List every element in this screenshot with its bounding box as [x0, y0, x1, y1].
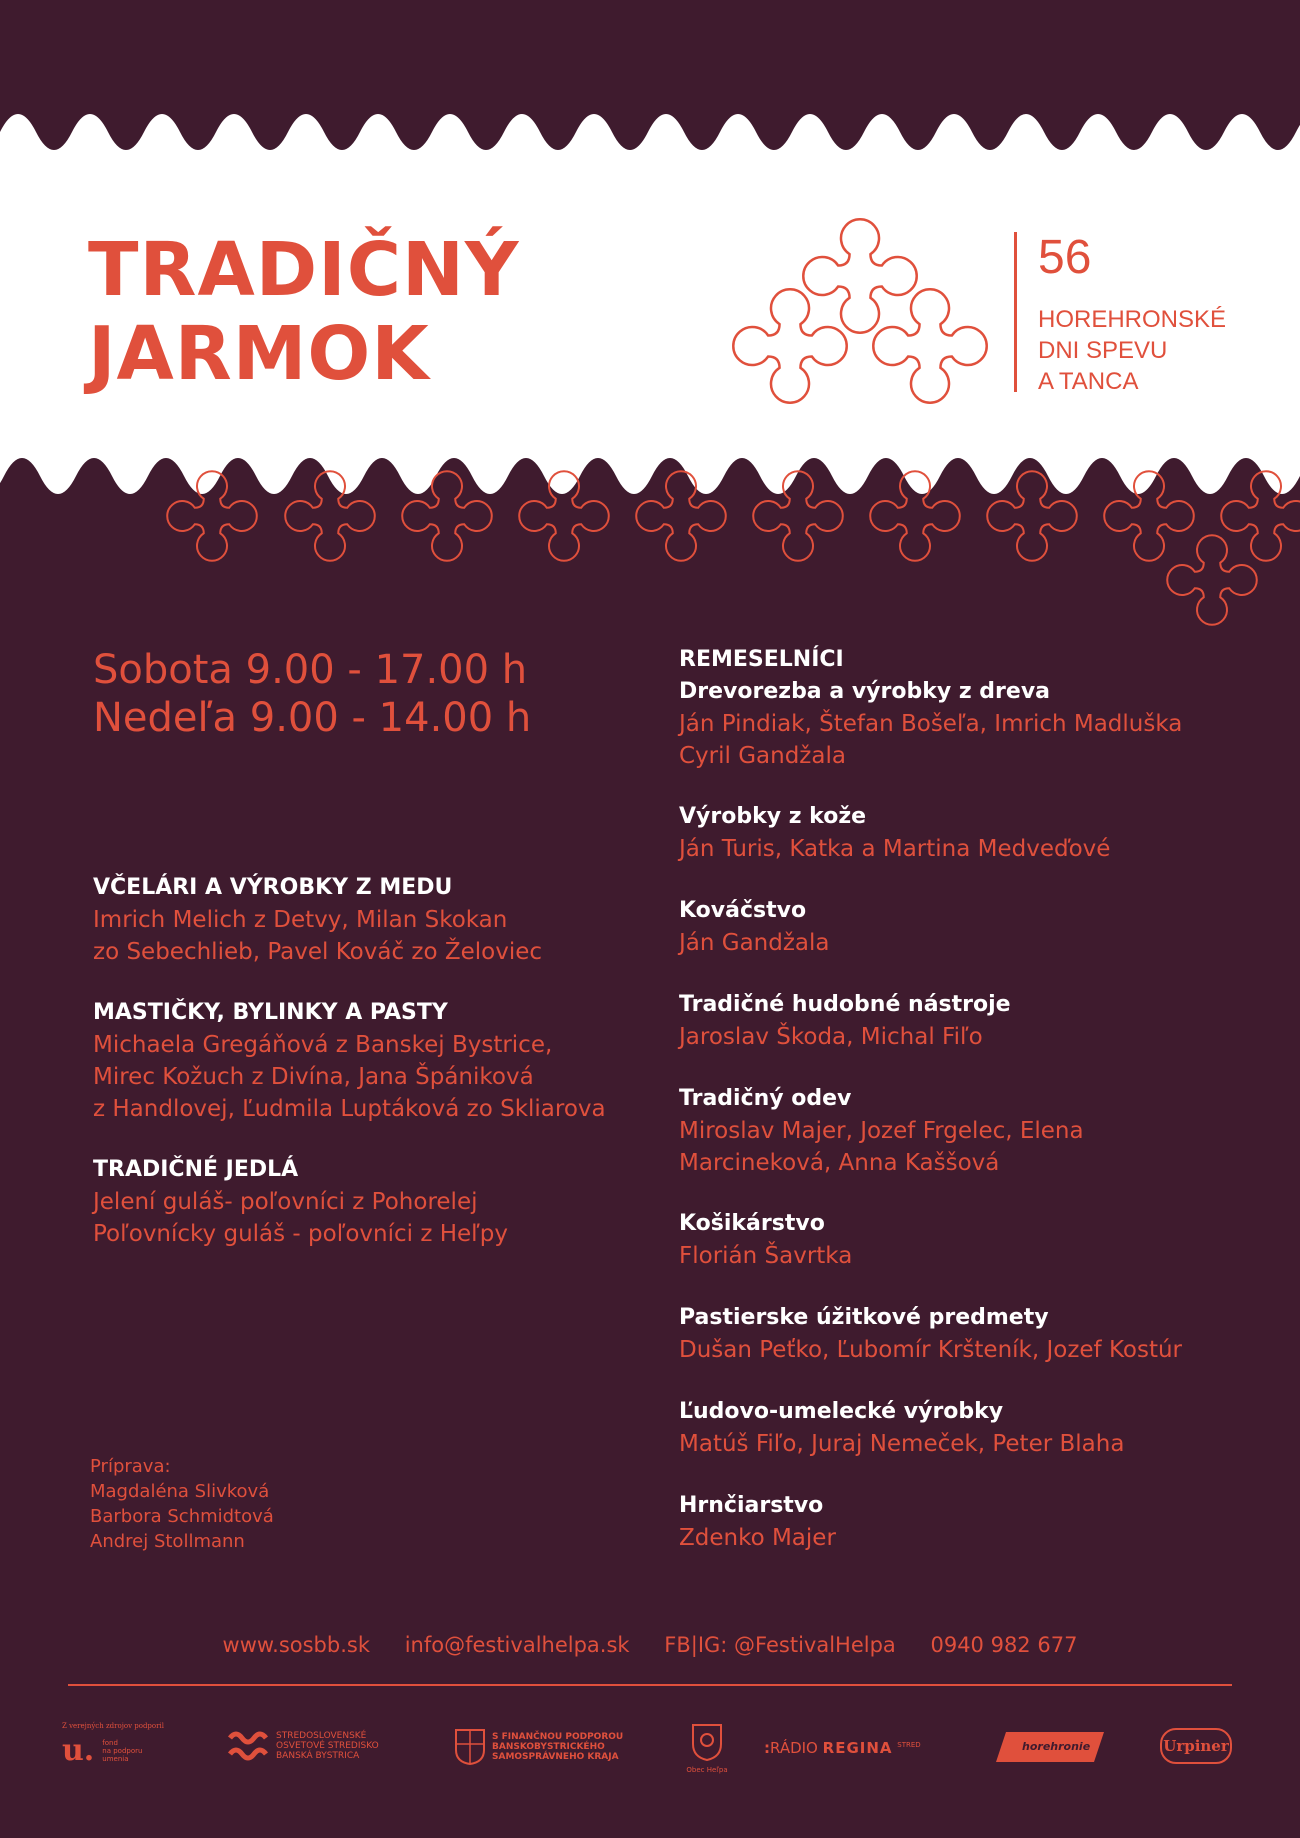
section-line: Imrich Melich z Detvy, Milan Skokan — [93, 907, 508, 933]
section-heading: Hrnčiarstvo — [679, 1493, 824, 1518]
section-clothing — [679, 1083, 1084, 1179]
section-folk-art — [679, 1396, 1124, 1460]
preparation-label: Príprava: — [90, 1456, 171, 1477]
village-crest-icon — [690, 1722, 724, 1762]
footer-divider — [68, 1684, 1232, 1686]
section-heading: Drevorezba a výrobky z dreva — [679, 679, 1051, 704]
bbsk-text: BANSKOBYSTRICKÉHO — [492, 1742, 605, 1752]
email-link[interactable]: info@festivalhelpa.sk — [404, 1633, 630, 1657]
urpiner-label: Urpiner — [1163, 1737, 1229, 1755]
festival-name-line: DNI SPEVU — [1038, 337, 1168, 364]
urpiner-logo — [1160, 1728, 1232, 1764]
opening-hours — [93, 646, 531, 742]
section-shepherd — [679, 1302, 1182, 1366]
sos-mark-icon — [226, 1728, 272, 1764]
section-line: Jelení guláš- poľovníci z Pohorelej — [93, 1189, 478, 1215]
horehronie-label: horehronie — [1022, 1740, 1091, 1753]
motif-row — [167, 471, 1300, 625]
section-line: Ján Gandžala — [679, 930, 830, 956]
social-handle[interactable]: FB|IG: @FestivalHelpa — [664, 1633, 896, 1657]
bbsk-text: S FINANČNOU PODPOROU — [492, 1732, 624, 1742]
section-pottery — [679, 1490, 836, 1554]
section-heading: Výrobky z kože — [679, 804, 867, 829]
section-instruments — [679, 989, 1011, 1053]
crafts-heading: REMESELNÍCI — [679, 647, 844, 672]
festival-divider — [1014, 232, 1017, 392]
radio-stred-label: STRED — [897, 1741, 921, 1749]
sos-text: OSVETOVÉ STREDISKO — [276, 1741, 379, 1751]
section-blacksmith — [679, 895, 830, 959]
section-woodcarving — [679, 644, 1182, 772]
coat-of-arms-icon — [454, 1728, 486, 1766]
radio-regina-logo: :RÁDIO REGINA $^{STRED}$ — [764, 1739, 921, 1757]
bbsk-text: SAMOSPRÁVNEHO KRAJA — [492, 1752, 619, 1762]
preparation-name: Barbora Schmidtová — [90, 1506, 274, 1527]
section-heading: Ľudovo-umelecké výrobky — [679, 1399, 1004, 1424]
festival-name — [1038, 304, 1226, 397]
section-line: Matúš Fiľo, Juraj Nemeček, Peter Blaha — [679, 1431, 1125, 1457]
hours-sunday: Nedeľa 9.00 - 14.00 h — [93, 695, 532, 741]
section-line: Jaroslav Škoda, Michal Fiľo — [679, 1024, 983, 1050]
section-line: Miroslav Majer, Jozef Frgelec, Elena — [679, 1118, 1084, 1144]
hours-saturday: Sobota 9.00 - 17.00 h — [93, 647, 528, 693]
bbsk-logo — [454, 1728, 623, 1766]
quatrefoil-icon — [285, 471, 375, 561]
preparation-name: Magdaléna Slivková — [90, 1481, 270, 1502]
section-line: Zdenko Majer — [679, 1525, 836, 1551]
section-heading: Tradičný odev — [679, 1086, 852, 1111]
fpu-text: umenia — [102, 1755, 129, 1763]
section-line: Mirec Kožuch z Divína, Jana Špániková — [93, 1064, 534, 1090]
section-line: Poľovnícky guláš - poľovníci z Heľpy — [93, 1221, 508, 1247]
section-line: Ján Turis, Katka a Martina Medveďové — [679, 836, 1111, 862]
sos-text: BANSKÁ BYSTRICA — [276, 1751, 360, 1761]
section-line: Ján Pindiak, Štefan Bošeľa, Imrich Madluška — [679, 711, 1183, 737]
section-leather — [679, 801, 1110, 865]
section-line: Florián Šavrtka — [679, 1243, 853, 1269]
obec-label: Obec Heľpa — [686, 1766, 728, 1774]
fpu-logo — [62, 1722, 172, 1766]
section-heading: Kováčstvo — [679, 898, 807, 923]
contact-bar — [0, 1630, 1300, 1660]
section-heading: MASTIČKY, BYLINKY A PASTY — [93, 1000, 448, 1025]
festival-name-line: A TANCA — [1038, 368, 1139, 395]
radio-label: RÁDIO — [770, 1739, 818, 1757]
section-heading: Košikárstvo — [679, 1211, 825, 1236]
event-title — [88, 228, 520, 396]
sos-text: STREDOSLOVENSKÉ — [276, 1731, 367, 1741]
event-title-line: TRADIČNÝ — [88, 227, 520, 313]
event-title-line: JARMOK — [88, 311, 430, 397]
section-line: z Handlovej, Ľudmila Luptáková zo Skliarova — [93, 1096, 606, 1122]
section-line: Michaela Gregáňová z Banskej Bystrice, — [93, 1032, 553, 1058]
section-heading: Tradičné hudobné nástroje — [679, 992, 1011, 1017]
section-heading: TRADIČNÉ JEDLÁ — [93, 1157, 299, 1182]
section-line: Marcineková, Anna Kaššová — [679, 1150, 1000, 1176]
quatrefoil-icon — [1167, 535, 1257, 625]
section-line: zo Sebechlieb, Pavel Kováč zo Želoviec — [93, 939, 543, 965]
section-beekeepers — [93, 872, 542, 968]
phone-number[interactable]: 0940 982 677 — [930, 1633, 1078, 1657]
radio-regina-label: REGINA — [822, 1739, 893, 1757]
festival-name-line: HOREHRONSKÉ — [1038, 306, 1227, 333]
fpu-text: na podporu — [102, 1747, 143, 1755]
section-heading: VČELÁRI A VÝROBKY Z MEDU — [93, 875, 453, 900]
festival-number: 56 — [1038, 231, 1092, 284]
section-line: Dušan Peťko, Ľubomír Kršteník, Jozef Kostúr — [679, 1337, 1183, 1363]
fpu-text: fond — [102, 1739, 118, 1747]
obec-helpa-logo — [682, 1722, 732, 1774]
fpu-mark: u. — [62, 1733, 95, 1768]
section-ointments — [93, 997, 606, 1125]
preparation-name: Andrej Stollmann — [90, 1531, 245, 1552]
section-heading: Pastierske úžitkové predmety — [679, 1305, 1049, 1330]
preparation-credits — [90, 1454, 274, 1554]
section-basketry — [679, 1208, 852, 1272]
horehronie-logo — [996, 1730, 1104, 1764]
section-food — [93, 1154, 508, 1250]
website-link[interactable]: www.sosbb.sk — [222, 1633, 370, 1657]
sos-logo — [226, 1728, 379, 1764]
fpu-caption: Z verejných zdrojov podporil — [62, 1722, 164, 1730]
section-line: Cyril Gandžala — [679, 743, 846, 769]
